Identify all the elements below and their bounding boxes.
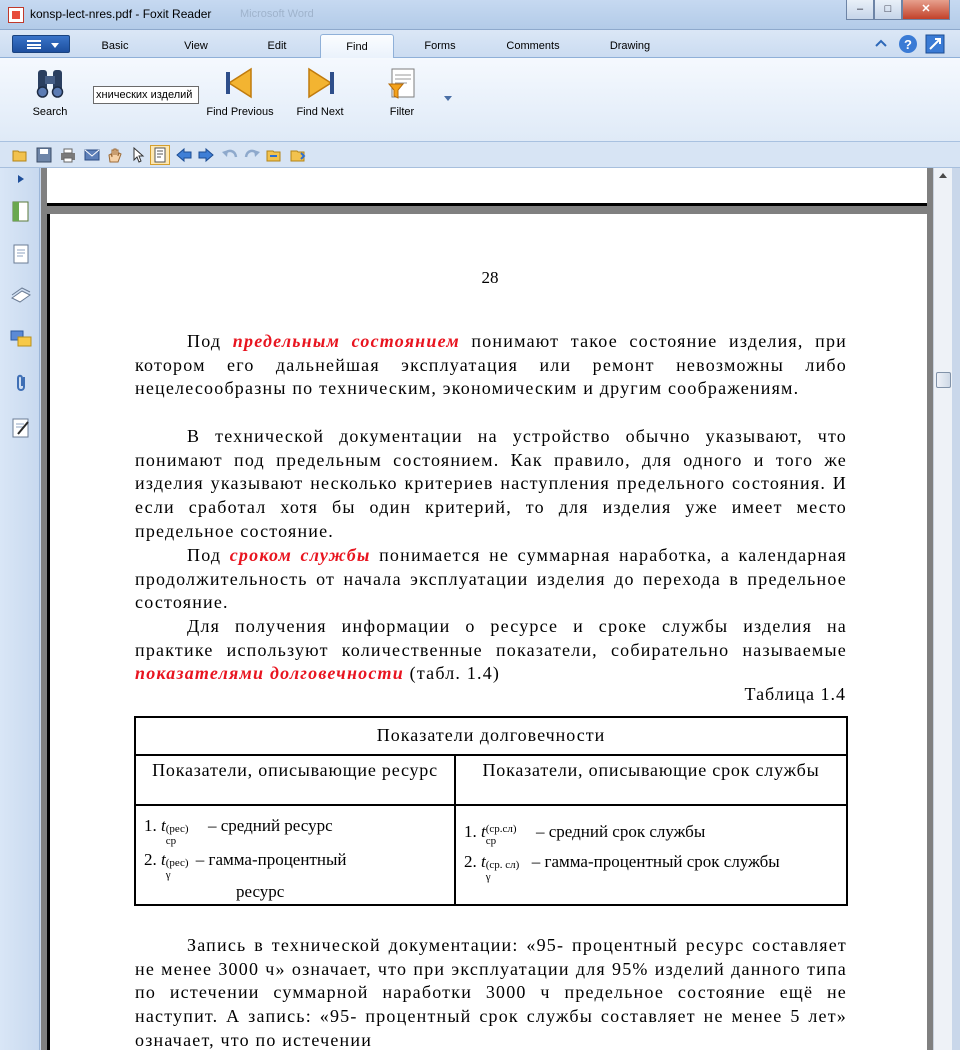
formula-symbol: t bbox=[481, 852, 486, 871]
item-continuation: ресурс bbox=[236, 882, 285, 901]
paragraph-text: (табл. 1.4) bbox=[403, 663, 501, 684]
application-menu-button[interactable] bbox=[12, 35, 70, 53]
background-window-title: Microsoft Word bbox=[240, 8, 314, 20]
scroll-up-icon[interactable] bbox=[939, 173, 947, 178]
subscript: γ bbox=[485, 871, 491, 883]
select-text-icon[interactable] bbox=[150, 145, 170, 165]
service-life-indicators-cell bbox=[455, 805, 847, 905]
vertical-scrollbar[interactable] bbox=[933, 168, 952, 1050]
minimize-button[interactable]: – bbox=[846, 0, 874, 20]
tab-drawing[interactable]: Drawing bbox=[609, 40, 651, 52]
find-previous-label: Find Previous bbox=[206, 106, 274, 118]
subscript: ср bbox=[485, 835, 497, 847]
ribbon-find-panel bbox=[0, 58, 960, 142]
hand-tool-icon[interactable] bbox=[106, 147, 122, 163]
tab-forms[interactable]: Forms bbox=[424, 40, 456, 52]
pages-icon[interactable] bbox=[10, 242, 32, 264]
list-item bbox=[144, 850, 347, 881]
item-number: 1. bbox=[144, 816, 157, 835]
title-bar bbox=[0, 0, 960, 30]
binoculars-icon bbox=[34, 66, 66, 100]
item-number: 2. bbox=[464, 852, 477, 871]
paragraph-documentation bbox=[135, 425, 847, 544]
tab-edit[interactable]: Edit bbox=[267, 40, 287, 52]
highlighted-term: сроком службы bbox=[229, 545, 371, 565]
tab-comments[interactable]: Comments bbox=[506, 40, 560, 52]
back-arrow-icon[interactable] bbox=[176, 147, 192, 163]
expand-sidebar-icon[interactable] bbox=[17, 174, 25, 184]
window-border bbox=[952, 168, 960, 1050]
document-viewport[interactable] bbox=[41, 168, 933, 1050]
column-header-service-life: Показатели, описывающие срок службы bbox=[455, 755, 847, 805]
fullscreen-icon[interactable] bbox=[925, 34, 945, 54]
find-next-button[interactable] bbox=[290, 66, 350, 118]
chevron-down-icon bbox=[51, 43, 59, 48]
superscript: (рес) bbox=[165, 857, 189, 869]
find-previous-button[interactable] bbox=[205, 66, 275, 118]
paragraph-text: Для получения информации о ресурсе и сроке службы изделия на практике используют количественные показатели, собирательно называемые bbox=[135, 616, 847, 660]
paragraph-text: В технической документации на устройство обычно указывают, что понимают под предельным состоянием. Как правило, для одного и того же изделия указывают несколько критериев наступления предельного состояния. И если сработал хотя бы один критерий, то для изделия уже имеет место предельное состояние. bbox=[135, 426, 847, 541]
arrow-left-icon bbox=[223, 66, 257, 100]
search-label: Search bbox=[32, 106, 68, 118]
tab-basic[interactable]: Basic bbox=[101, 40, 129, 52]
filter-dropdown-icon[interactable] bbox=[444, 96, 452, 102]
tab-find[interactable]: Find bbox=[320, 34, 394, 58]
svg-text:?: ? bbox=[904, 37, 912, 52]
forward-arrow-icon[interactable] bbox=[198, 147, 214, 163]
highlighted-term: предельным состоянием bbox=[232, 331, 460, 351]
arrow-right-icon bbox=[303, 66, 337, 100]
search-button[interactable] bbox=[20, 66, 80, 118]
pdf-page bbox=[47, 214, 927, 1050]
previous-view-icon[interactable] bbox=[266, 147, 282, 163]
save-icon[interactable] bbox=[36, 147, 52, 163]
quick-toolbar bbox=[0, 142, 960, 168]
item-text: – гамма-процентный срок службы bbox=[531, 852, 780, 871]
select-cursor-icon[interactable] bbox=[130, 147, 146, 163]
highlighted-term: показателями долговечности bbox=[135, 663, 404, 684]
tab-view[interactable]: View bbox=[184, 40, 208, 52]
superscript: (ср.сл) bbox=[485, 823, 517, 835]
close-button[interactable]: ✕ bbox=[902, 0, 950, 20]
item-text: – средний срок службы bbox=[535, 822, 706, 841]
durability-table bbox=[134, 716, 848, 906]
menu-icon bbox=[27, 40, 41, 49]
item-number: 1. bbox=[464, 822, 477, 841]
foxit-app-icon bbox=[8, 7, 24, 23]
next-view-icon[interactable] bbox=[290, 147, 306, 163]
paragraph-durability bbox=[135, 615, 847, 686]
open-folder-icon[interactable] bbox=[12, 147, 28, 163]
maximize-button[interactable]: □ bbox=[874, 0, 902, 20]
collapse-ribbon-icon[interactable] bbox=[874, 36, 888, 52]
print-icon[interactable] bbox=[60, 147, 76, 163]
signatures-icon[interactable] bbox=[10, 416, 32, 438]
search-input[interactable]: хнических изделий bbox=[93, 86, 199, 104]
subscript: ср bbox=[165, 835, 177, 847]
redo-icon[interactable] bbox=[244, 147, 260, 163]
superscript: (рес) bbox=[165, 823, 189, 835]
list-item bbox=[464, 822, 706, 847]
help-icon[interactable] bbox=[898, 34, 918, 54]
filter-button[interactable] bbox=[378, 66, 426, 118]
email-icon[interactable] bbox=[84, 147, 100, 163]
filter-label: Filter bbox=[389, 106, 415, 118]
formula-symbol: t bbox=[161, 816, 166, 835]
list-item bbox=[144, 816, 333, 847]
column-header-resource: Показатели, описывающие ресурс bbox=[135, 755, 455, 805]
paragraph-text: Под bbox=[187, 331, 233, 351]
comments-icon[interactable] bbox=[10, 328, 32, 350]
window-title: konsp-lect-nres.pdf - Foxit Reader bbox=[30, 7, 212, 21]
item-text: – средний ресурс bbox=[207, 816, 333, 835]
subscript: γ bbox=[165, 869, 171, 881]
scrollbar-thumb[interactable] bbox=[936, 372, 951, 388]
attachments-icon[interactable] bbox=[10, 372, 32, 394]
table-caption: Таблица 1.4 bbox=[744, 684, 846, 704]
paragraph-service-life bbox=[135, 544, 847, 615]
list-item bbox=[464, 852, 780, 883]
formula-symbol: t bbox=[481, 822, 486, 841]
paragraph-text: понимают такое состояние изделия, при котором его дальнейшая эксплуатация или ремонт невозможны либо нецелесообразны по техническим, экономическим и другим соображениям. bbox=[135, 331, 847, 399]
item-text: – гамма-процентный bbox=[195, 850, 347, 869]
navigation-sidebar bbox=[0, 168, 40, 1050]
formula-symbol: t bbox=[161, 850, 166, 869]
filter-icon bbox=[385, 66, 419, 100]
page-number: 28 bbox=[481, 268, 499, 287]
superscript: (ср. сл) bbox=[485, 859, 520, 871]
bookmarks-icon[interactable] bbox=[10, 200, 32, 222]
layers-icon[interactable] bbox=[10, 284, 32, 306]
paragraph-text: Под bbox=[187, 545, 230, 565]
paragraph-limit-state bbox=[135, 330, 847, 401]
previous-page-bottom bbox=[47, 168, 927, 206]
table-header: Показатели долговечности bbox=[135, 717, 847, 755]
find-next-label: Find Next bbox=[296, 106, 344, 118]
paragraph-text: понимается не суммарная наработка, а календарная продолжительность от начала эксплуатации изделия до перехода в предельное состояние. bbox=[135, 545, 847, 613]
undo-icon[interactable] bbox=[222, 147, 238, 163]
resource-indicators-cell bbox=[135, 805, 455, 905]
paragraph-bottom: Запись в технической документации: «95- процентный ресурс составляет не менее 3000 ч» означает, что при эксплуатации для 95% изделий данного типа по истечении суммарной наработки 3000 ч предельное состояние ещё не наступит. А запись: «95- процентный срок службы составляет не менее 5 лет» означает, что по истечении bbox=[135, 935, 847, 1050]
item-number: 2. bbox=[144, 850, 157, 869]
ribbon-tabs bbox=[0, 30, 960, 58]
